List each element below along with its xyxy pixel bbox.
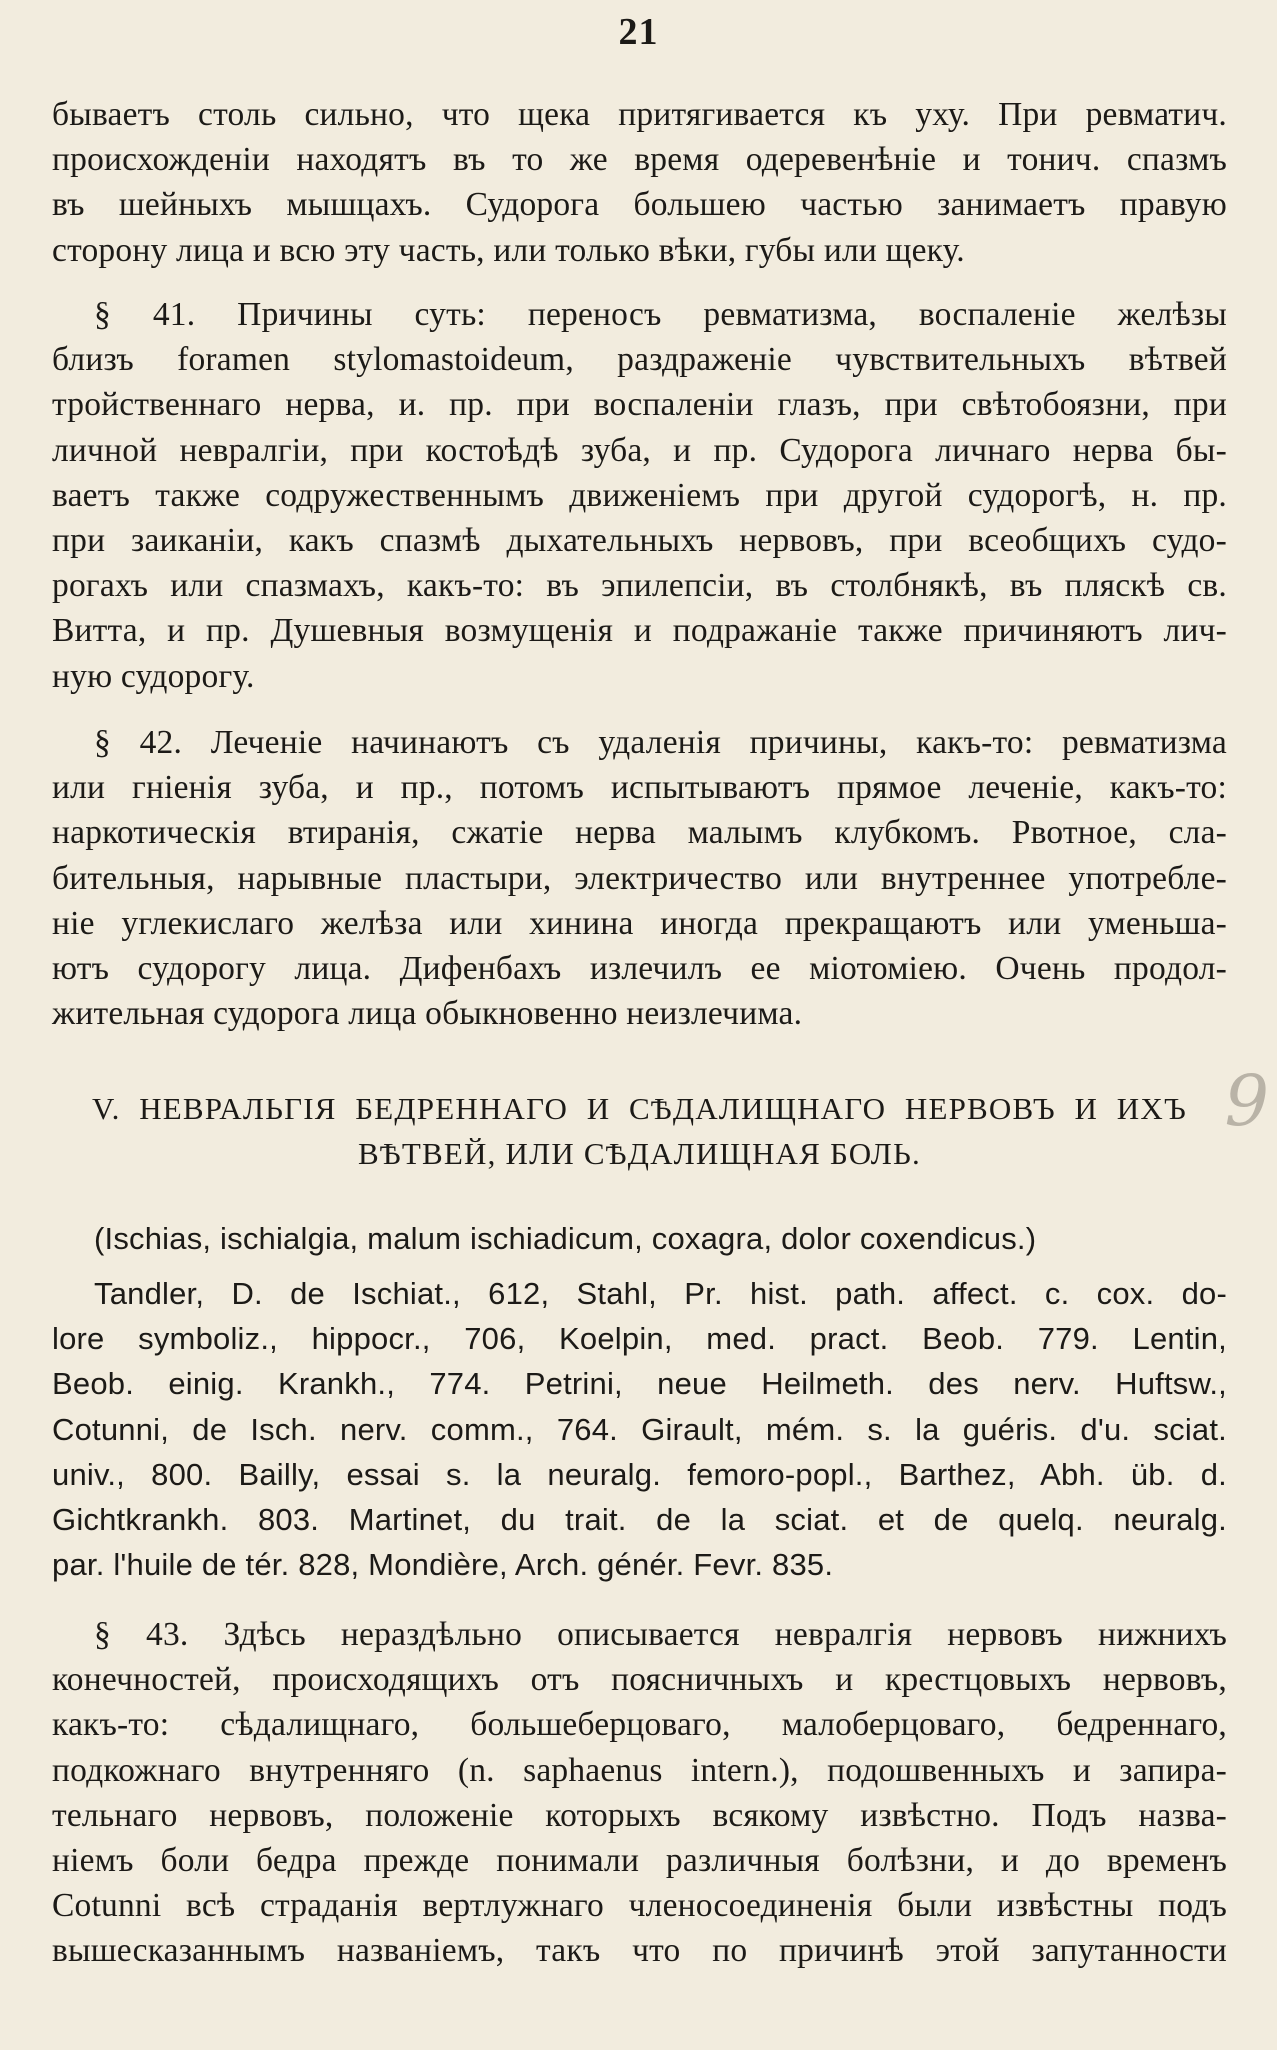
- text-line: тельнаго нервовъ, положенiе которыхъ всякому извѣстно. Подъ назва-: [52, 1796, 1227, 1834]
- latin-synonyms: [94, 1216, 1194, 1261]
- paragraph-43-description: [52, 1612, 1227, 1974]
- text-line: ную судорогу.: [52, 657, 255, 695]
- text-line: сторону лица и всю эту часть, или только вѣки, губы или щеку.: [52, 231, 965, 269]
- reference-line: Gichtkrankh. 803. Martinet, du trait. de la sciat. et de quelq. neuralg.: [52, 1501, 1227, 1537]
- text-line: ютъ судорогу лица. Дифенбахъ излечилъ ее мiотомiею. Очень продол-: [52, 949, 1227, 987]
- text-line: или гнiенiя зуба, и пр., потомъ испытываютъ прямое леченiе, какъ-то:: [52, 769, 1227, 807]
- pencil-annotation: 9: [1224, 1060, 1269, 1142]
- reference-line: par. l'huile de tér. 828, Mondière, Arch. génér. Fevr. 835.: [52, 1547, 834, 1583]
- text-line: рогахъ или спазмахъ, какъ-то: въ эпилепсiи, въ столбнякѣ, въ пляскѣ св.: [52, 567, 1227, 605]
- reference-line: Tandler, D. de Ischiat., 612, Stahl, Pr. hist. path. affect. c. cox. do-: [94, 1276, 1227, 1311]
- text-line: при заиканiи, какъ спазмѣ дыхательныхъ нервовъ, при всеобщихъ судо-: [52, 521, 1227, 559]
- section-heading: [92, 1086, 1187, 1176]
- paragraph-continuation: [52, 92, 1227, 273]
- text-line: конечностей, происходящихъ отъ поясничныхъ и крестцовыхъ нервовъ,: [52, 1661, 1227, 1699]
- text-line: наркотическiя втиранiя, сжатiе нерва малымъ клубкомъ. Рвотное, сла-: [52, 814, 1227, 852]
- text-line: близъ foramen stylomastoideum, раздраженiе чувствительныхъ вѣтвей: [52, 341, 1227, 379]
- paragraph-42-treatment: [52, 720, 1227, 1036]
- text-line: тройственнаго нерва, и. пр. при воспаленiи глазъ, при свѣтобоязни, при: [52, 386, 1227, 424]
- text-line: ваетъ также содружественнымъ движенiемъ при другой судорогѣ, н. пр.: [52, 476, 1227, 514]
- text-line: происхожденiи находятъ въ то же время одеревенѣнiе и тонич. спазмъ: [52, 141, 1227, 179]
- reference-line: Beob. einig. Krankh., 774. Petrini, neue Heilmeth. des nerv. Huftsw.,: [52, 1366, 1227, 1402]
- text-line: личной невралгiи, при костоѣдѣ зуба, и пр. Судорога личнаго нерва бы-: [52, 431, 1227, 469]
- text-line: § 42. Леченiе начинаютъ съ удаленiя причины, какъ-то: ревматизма: [94, 724, 1227, 761]
- reference-line: Cotunni, de Isch. nerv. comm., 764. Girault, mém. s. la guéris. d'u. sciat.: [52, 1411, 1227, 1447]
- text-line: какъ-то: сѣдалищнаго, большеберцоваго, малоберцоваго, бедреннаго,: [52, 1706, 1227, 1744]
- text-line: бываетъ столь сильно, что щека притягивается къ уху. При ревматич.: [52, 96, 1227, 133]
- text-line: § 43. Здѣсь нераздѣльно описывается невралгiя нервовъ нижнихъ: [94, 1616, 1227, 1653]
- text-line: Cotunni всѣ страданiя вертлужнаго членосоединенiя были извѣстны подъ: [52, 1887, 1227, 1925]
- text-line: § 41. Причины суть: переносъ ревматизма, воспаленiе желѣзы: [94, 296, 1227, 333]
- text-line: бительныя, нарывные пластыри, электричество или внутреннее употребле-: [52, 859, 1227, 897]
- text-line: подкожнаго внутренняго (n. saphaenus intern.), подошвенныхъ и запира-: [52, 1751, 1227, 1789]
- bibliography-references: [52, 1271, 1227, 1587]
- section-heading-line-2: ВѢТВЕЙ, ИЛИ СѢДАЛИЩНАЯ БОЛЬ.: [358, 1136, 921, 1172]
- synonyms-line: (Ischias, ischialgia, malum ischiadicum, coxagra, dolor coxendicus.): [94, 1221, 1037, 1256]
- reference-line: lore symboliz., hippocr., 706, Koelpin, med. pract. Beob. 779. Lentin,: [52, 1321, 1227, 1357]
- text-line: жительная судорога лица обыкновенно неизлечима.: [52, 995, 803, 1033]
- section-heading-line-1: V. НЕВРАЛЬГIЯ БЕДРЕННАГО И СѢДАЛИЩНАГО НЕРВОВЪ И ИХЪ: [92, 1091, 1187, 1126]
- text-line: вышесказаннымъ названiемъ, такъ что по причинѣ этой запутанности: [52, 1932, 1227, 1970]
- paragraph-41-causes: [52, 292, 1227, 699]
- text-line: нiе углекислаго желѣза или хинина иногда прекращаютъ или уменьша-: [52, 904, 1227, 942]
- text-line: Витта, и пр. Душевныя возмущенiя и подражанiе также причиняютъ лич-: [52, 612, 1227, 650]
- text-line: въ шейныхъ мышцахъ. Судорога большею частью занимаетъ правую: [52, 186, 1227, 224]
- reference-line: univ., 800. Bailly, essai s. la neuralg. femoro-popl., Barthez, Abh. üb. d.: [52, 1456, 1227, 1492]
- page-number: 21: [618, 11, 659, 53]
- text-line: нiемъ боли бедра прежде понимали различныя болѣзни, и до временъ: [52, 1841, 1227, 1879]
